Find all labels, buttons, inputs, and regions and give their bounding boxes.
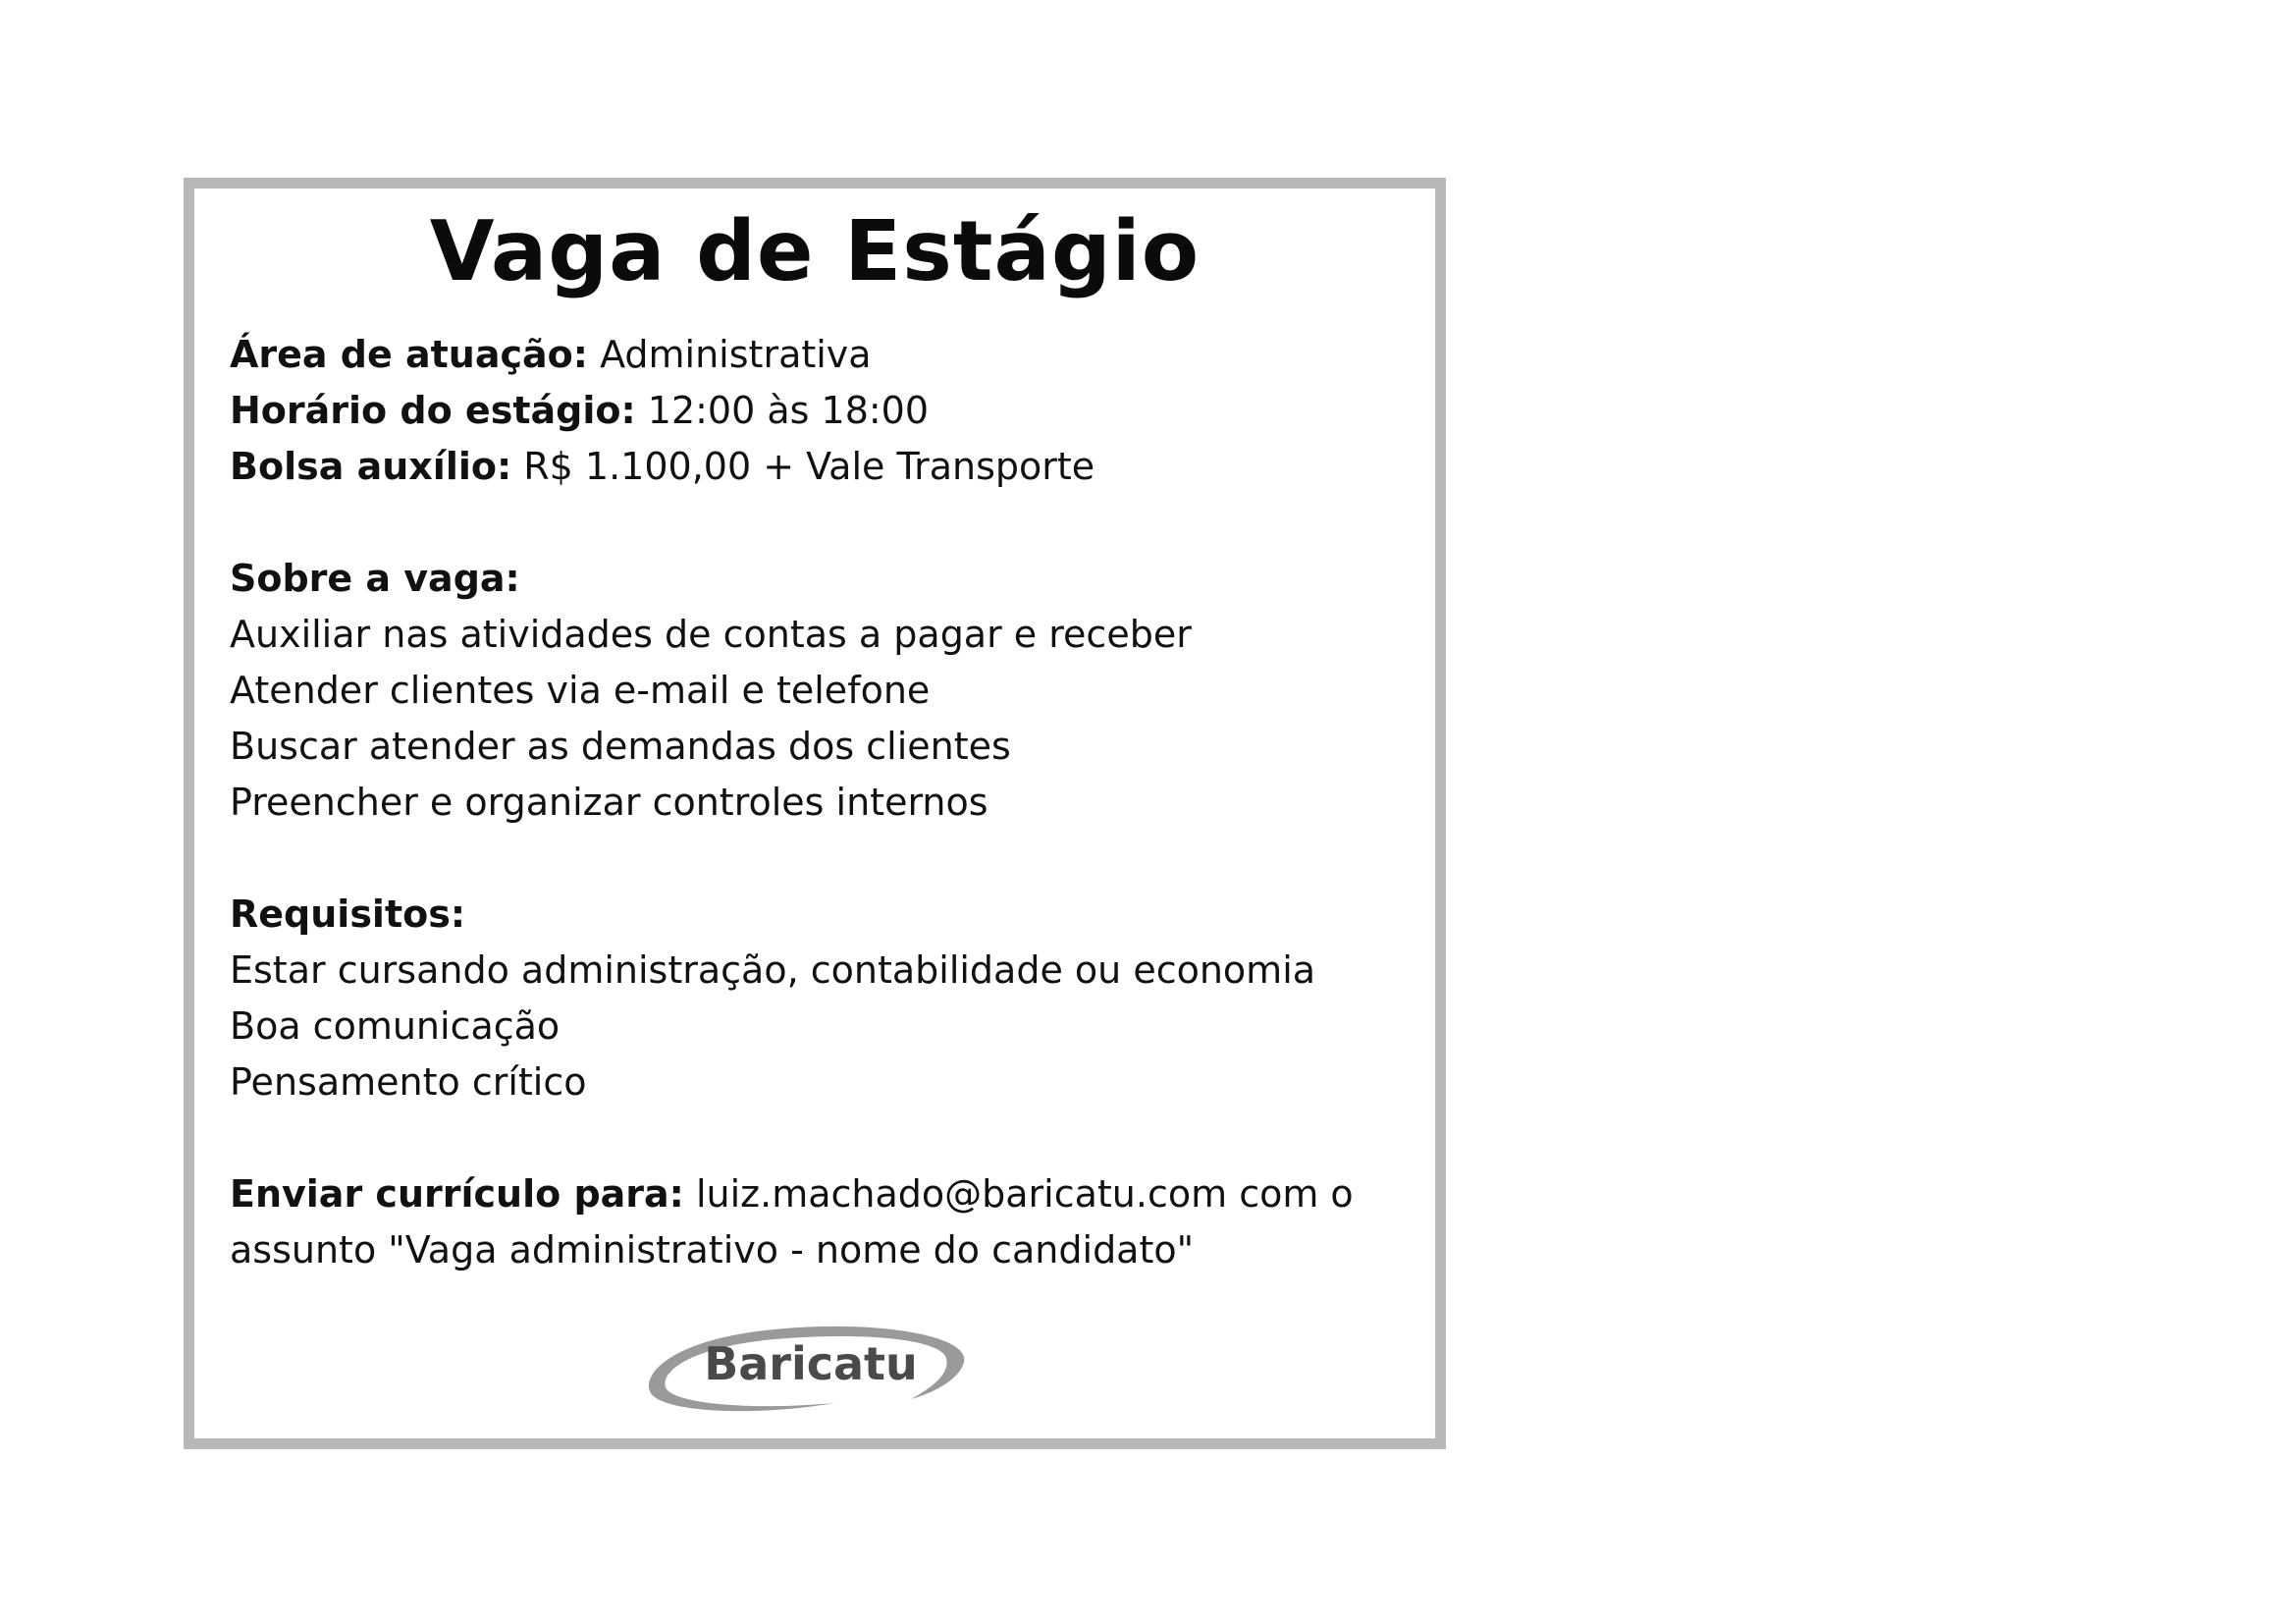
contato-line-1 — [230, 1166, 1408, 1222]
contato-label: Enviar currículo para: — [230, 1172, 684, 1216]
area-line — [230, 327, 1408, 383]
list-item: Auxiliar nas atividades de contas a pagar e receber — [230, 613, 1192, 656]
horario-line — [230, 383, 1408, 439]
requisitos-heading: Requisitos: — [230, 893, 466, 936]
bolsa-label: Bolsa auxílio: — [230, 445, 512, 488]
sobre-heading: Sobre a vaga: — [230, 557, 520, 600]
horario-label: Horário do estágio: — [230, 389, 636, 432]
bolsa-line — [230, 439, 1408, 495]
spacer — [230, 1110, 1408, 1166]
posting-content — [230, 327, 1408, 1278]
company-logo — [638, 1315, 977, 1418]
spacer — [230, 831, 1408, 887]
list-item: Estar cursando administração, contabilidade ou economia — [230, 948, 1316, 992]
list-item: Buscar atender as demandas dos clientes — [230, 725, 1011, 768]
spacer — [230, 495, 1408, 551]
contato-email-text: luiz.machado@baricatu.com com o — [695, 1172, 1354, 1216]
page-title: Vaga de Estágio — [429, 203, 1201, 300]
contato-line-2: assunto "Vaga administrativo - nome do candidato" — [230, 1228, 1195, 1271]
list-item: Pensamento crítico — [230, 1060, 587, 1104]
horario-value: 12:00 às 18:00 — [647, 389, 930, 432]
list-item: Atender clientes via e-mail e telefone — [230, 669, 931, 712]
list-item: Boa comunicação — [230, 1004, 561, 1048]
list-item: Preencher e organizar controles internos — [230, 781, 988, 824]
job-posting-card — [184, 178, 1446, 1449]
area-label: Área de atuação: — [230, 333, 588, 376]
baricatu-logo-icon — [638, 1315, 977, 1418]
bolsa-value: R$ 1.100,00 + Vale Transporte — [523, 445, 1095, 488]
area-value: Administrativa — [600, 333, 872, 376]
logo-text: Baricatu — [704, 1337, 918, 1390]
